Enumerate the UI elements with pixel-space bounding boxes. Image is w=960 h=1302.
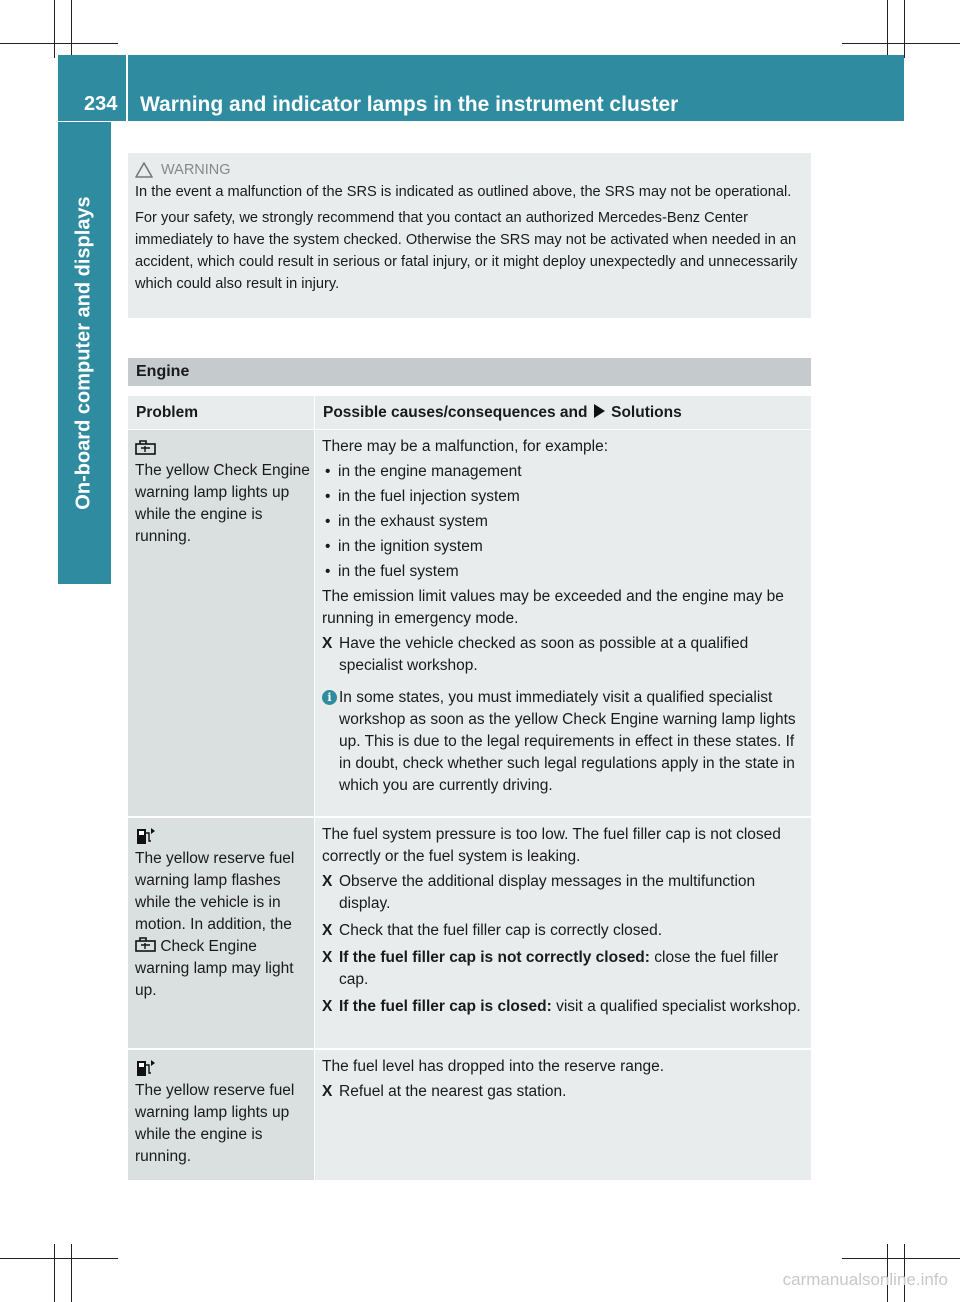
list-item: • in the engine management	[322, 461, 807, 483]
check-engine-icon	[135, 937, 156, 954]
problem-text-part: Check Engine warning lamp may light up.	[135, 938, 294, 999]
info-note	[322, 687, 807, 797]
list-item: • in the fuel injection system	[322, 486, 807, 508]
action-step	[322, 871, 807, 915]
table-row-solution	[315, 430, 811, 816]
table-row-problem	[128, 818, 314, 1048]
fuel-pump-icon	[135, 827, 156, 845]
action-text: visit a qualified specialist workshop.	[556, 998, 801, 1015]
page-number: 234	[84, 93, 118, 115]
table-row-problem	[128, 1050, 314, 1180]
column-header-causes	[315, 396, 811, 429]
action-text: Observe the additional display messages in the multifunction display.	[339, 873, 756, 912]
action-text: Refuel at the nearest gas station.	[339, 1083, 567, 1100]
cause-consequence: The emission limit values may be exceeded and the engine may be running in emergency mode.	[322, 588, 784, 627]
action-x-icon: X	[322, 635, 333, 652]
crop-mark	[0, 1258, 118, 1259]
header-separator	[126, 55, 128, 121]
warning-text-2: For your safety, we strongly recommend that you contact an authorized Mercedes-Benz Center immediately to have the system checked. Otherwise the SRS may not be activated when needed in an accident, which could result in serious or fatal injury, or it might deploy unexpectedly and unnecessarily which could also result in injury.	[135, 210, 798, 292]
cause-intro: There may be a malfunction, for example:	[322, 438, 609, 455]
check-engine-icon	[135, 440, 156, 457]
problem-text: The yellow reserve fuel warning lamp lights up while the engine is running.	[135, 1082, 295, 1165]
action-text: Check that the fuel filler cap is correctly closed.	[339, 922, 663, 939]
fuel-pump-icon	[135, 1059, 156, 1077]
crop-mark	[842, 1258, 960, 1259]
table-row-solution	[315, 818, 811, 1048]
cause-intro: The fuel level has dropped into the reserve range.	[322, 1058, 665, 1075]
column-causes-label: Possible causes/consequences and	[323, 404, 588, 421]
action-step	[322, 920, 807, 942]
warning-text-1: In the event a malfunction of the SRS is indicated as outlined above, the SRS may not be operational.	[135, 184, 792, 200]
column-problem-label: Problem	[136, 404, 199, 421]
problem-text-part: The yellow reserve fuel warning lamp flashes while the vehicle is in motion. In addition, the	[135, 850, 295, 933]
problem-text: The yellow Check Engine warning lamp lights up while the engine is running.	[135, 462, 310, 545]
crop-mark	[842, 43, 960, 44]
list-item: • in the exhaust system	[322, 511, 807, 533]
action-step	[322, 1081, 807, 1103]
arrow-right-icon	[594, 404, 605, 418]
action-step	[322, 996, 807, 1018]
crop-mark	[71, 0, 72, 58]
page-title: Warning and indicator lamps in the instrument cluster	[140, 93, 679, 116]
warning-triangle-icon	[135, 162, 153, 178]
section-heading: Engine	[128, 358, 811, 386]
problem-text	[135, 848, 310, 1002]
info-icon: i	[322, 690, 337, 705]
action-x-icon: X	[322, 949, 333, 966]
warning-box	[128, 153, 811, 318]
action-condition: If the fuel filler cap is not correctly closed:	[339, 949, 650, 966]
crop-mark	[54, 0, 55, 58]
action-condition: If the fuel filler cap is closed:	[339, 998, 552, 1015]
crop-mark	[887, 0, 888, 58]
action-x-icon: X	[322, 998, 333, 1015]
list-item: • in the ignition system	[322, 536, 807, 558]
info-text: In some states, you must immediately visit a qualified specialist workshop as soon as the yellow Check Engine warning lamp lights up. This is due to the legal requirements in effect in these states. If in doubt, check whether such legal regulations apply in the state in which you are currently driving.	[339, 689, 796, 794]
crop-mark	[0, 43, 118, 44]
action-x-icon: X	[322, 922, 333, 939]
table-row-solution	[315, 1050, 811, 1180]
crop-mark	[54, 1244, 55, 1302]
list-item: • in the fuel system	[322, 561, 807, 583]
crop-mark	[71, 1244, 72, 1302]
watermark: carmanualsonline.info	[782, 1270, 948, 1289]
action-x-icon: X	[322, 873, 333, 890]
action-text: Have the vehicle checked as soon as possible at a qualified specialist workshop.	[339, 635, 749, 674]
column-header-problem	[128, 396, 314, 429]
action-step	[322, 633, 807, 677]
action-x-icon: X	[322, 1083, 333, 1100]
action-step	[322, 947, 807, 991]
column-solutions-label: Solutions	[611, 404, 682, 421]
warning-heading	[135, 159, 803, 181]
action-text: close the fuel filler cap.	[339, 949, 779, 988]
warning-label: WARNING	[161, 162, 231, 178]
side-tab-label: On-board computer and displays	[72, 196, 95, 510]
cause-intro: The fuel system pressure is too low. The fuel filler cap is not closed correctly or the fuel system is leaking.	[322, 826, 781, 865]
table-row-problem	[128, 430, 314, 816]
crop-mark	[904, 0, 905, 58]
